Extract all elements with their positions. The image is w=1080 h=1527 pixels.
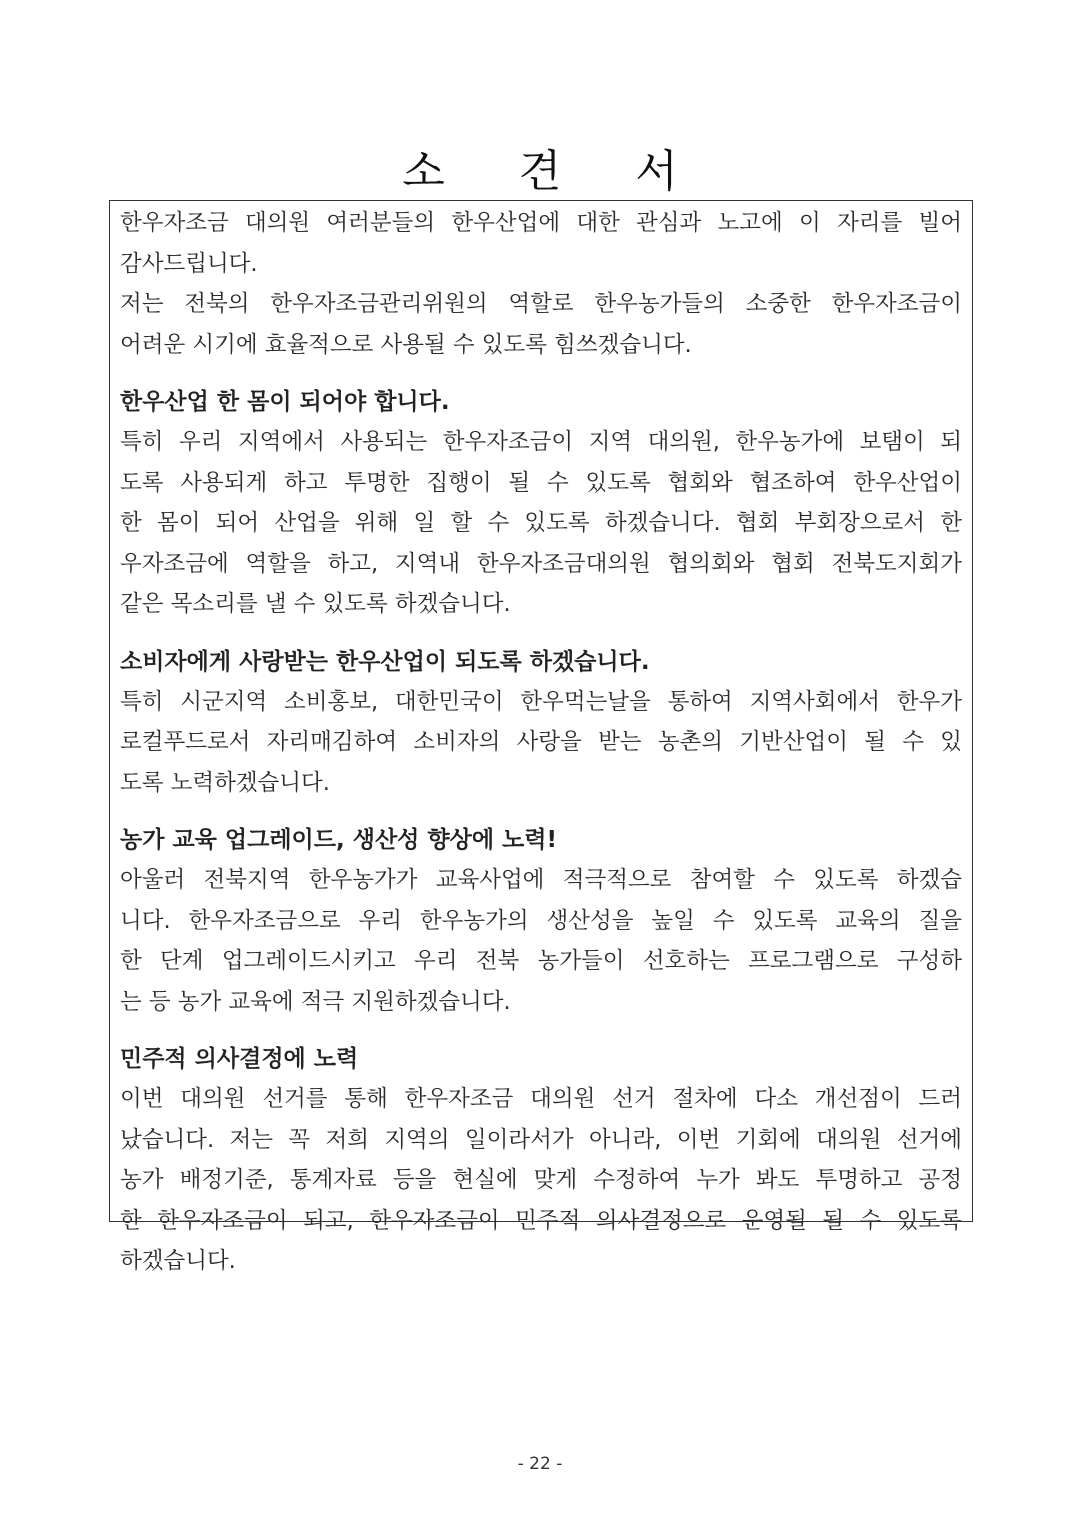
text-line: 한 몸이 되어 산업을 위해 일 할 수 있도록 하겠습니다. 협회 부회장으로서 한 xyxy=(120,510,962,536)
text-line: 특히 시군지역 소비홍보, 대한민국이 한우먹는날을 통하여 지역사회에서 한우가 xyxy=(120,688,962,715)
text-line: 한 한우자조금이 되고, 한우자조금이 민주적 의사결정으로 운영될 될 수 있도록 xyxy=(120,1207,962,1234)
text-line: 하겠습니다. xyxy=(120,1248,236,1274)
section-heading: 민주적 의사결정에 노력 xyxy=(120,1046,359,1072)
text-line: 도록 사용되게 하고 투명한 집행이 될 수 있도록 협회와 협조하여 한우산업이 xyxy=(120,469,962,496)
page-number: - 22 - xyxy=(517,1454,563,1474)
section-heading: 소비자에게 사랑받는 한우산업이 되도록 하겠습니다. xyxy=(120,648,650,675)
document-title: 소 견 서 xyxy=(402,146,708,197)
section-heading: 한우산업 한 몸이 되어야 합니다. xyxy=(120,389,450,415)
text-line: 농가 배정기준, 통계자료 등을 현실에 맞게 수정하여 누가 봐도 투명하고 공정 xyxy=(120,1167,962,1193)
text-line: 이번 대의원 선거를 통해 한우자조금 대의원 선거 절차에 다소 개선점이 드러 xyxy=(120,1086,962,1112)
text-line: 한우자조금 대의원 여러분들의 한우산업에 대한 관심과 노고에 이 자리를 빌어 xyxy=(120,210,962,236)
text-line: 도록 노력하겠습니다. xyxy=(120,769,330,796)
text-line: 감사드립니다. xyxy=(120,250,258,277)
section-unity xyxy=(120,382,962,625)
intro-paragraph xyxy=(120,203,962,365)
statement-box xyxy=(109,200,973,1274)
text-line: 났습니다. 저는 꼭 저희 지역의 일이라서가 아니라, 이번 기회에 대의원 선거에 xyxy=(120,1126,962,1153)
section-heading: 농가 교육 업그레이드, 생산성 향상에 노력! xyxy=(120,827,557,853)
text-line: 우자조금에 역할을 하고, 지역내 한우자조금대의원 협의회와 협회 전북도지회가 xyxy=(120,550,962,577)
text-line: 아울러 전북지역 한우농가가 교육사업에 적극적으로 참여할 수 있도록 하겠습 xyxy=(120,867,962,893)
text-line: 로컬푸드로서 자리매김하여 소비자의 사랑을 받는 농촌의 기반산업이 될 수 있 xyxy=(120,729,962,755)
text-line: 니다. 한우자조금으로 우리 한우농가의 생산성을 높일 수 있도록 교육의 질을 xyxy=(120,907,962,934)
text-line: 같은 목소리를 낼 수 있도록 하겠습니다. xyxy=(120,591,511,617)
text-line: 는 등 농가 교육에 적극 지원하겠습니다. xyxy=(120,988,511,1015)
text-line: 어려운 시기에 효율적으로 사용될 수 있도록 힘쓰겠습니다. xyxy=(120,331,692,358)
section-democracy xyxy=(120,1039,962,1282)
text-line: 한 단계 업그레이드시키고 우리 전북 농가들이 선호하는 프로그램으로 구성하 xyxy=(120,948,962,974)
text-line: 저는 전북의 한우자조금관리위원의 역할로 한우농가들의 소중한 한우자조금이 xyxy=(120,291,962,317)
section-education xyxy=(120,820,962,1022)
text-line: 특히 우리 지역에서 사용되는 한우자조금이 지역 대의원, 한우농가에 보탬이 되 xyxy=(120,429,962,455)
section-consumer xyxy=(120,642,962,804)
